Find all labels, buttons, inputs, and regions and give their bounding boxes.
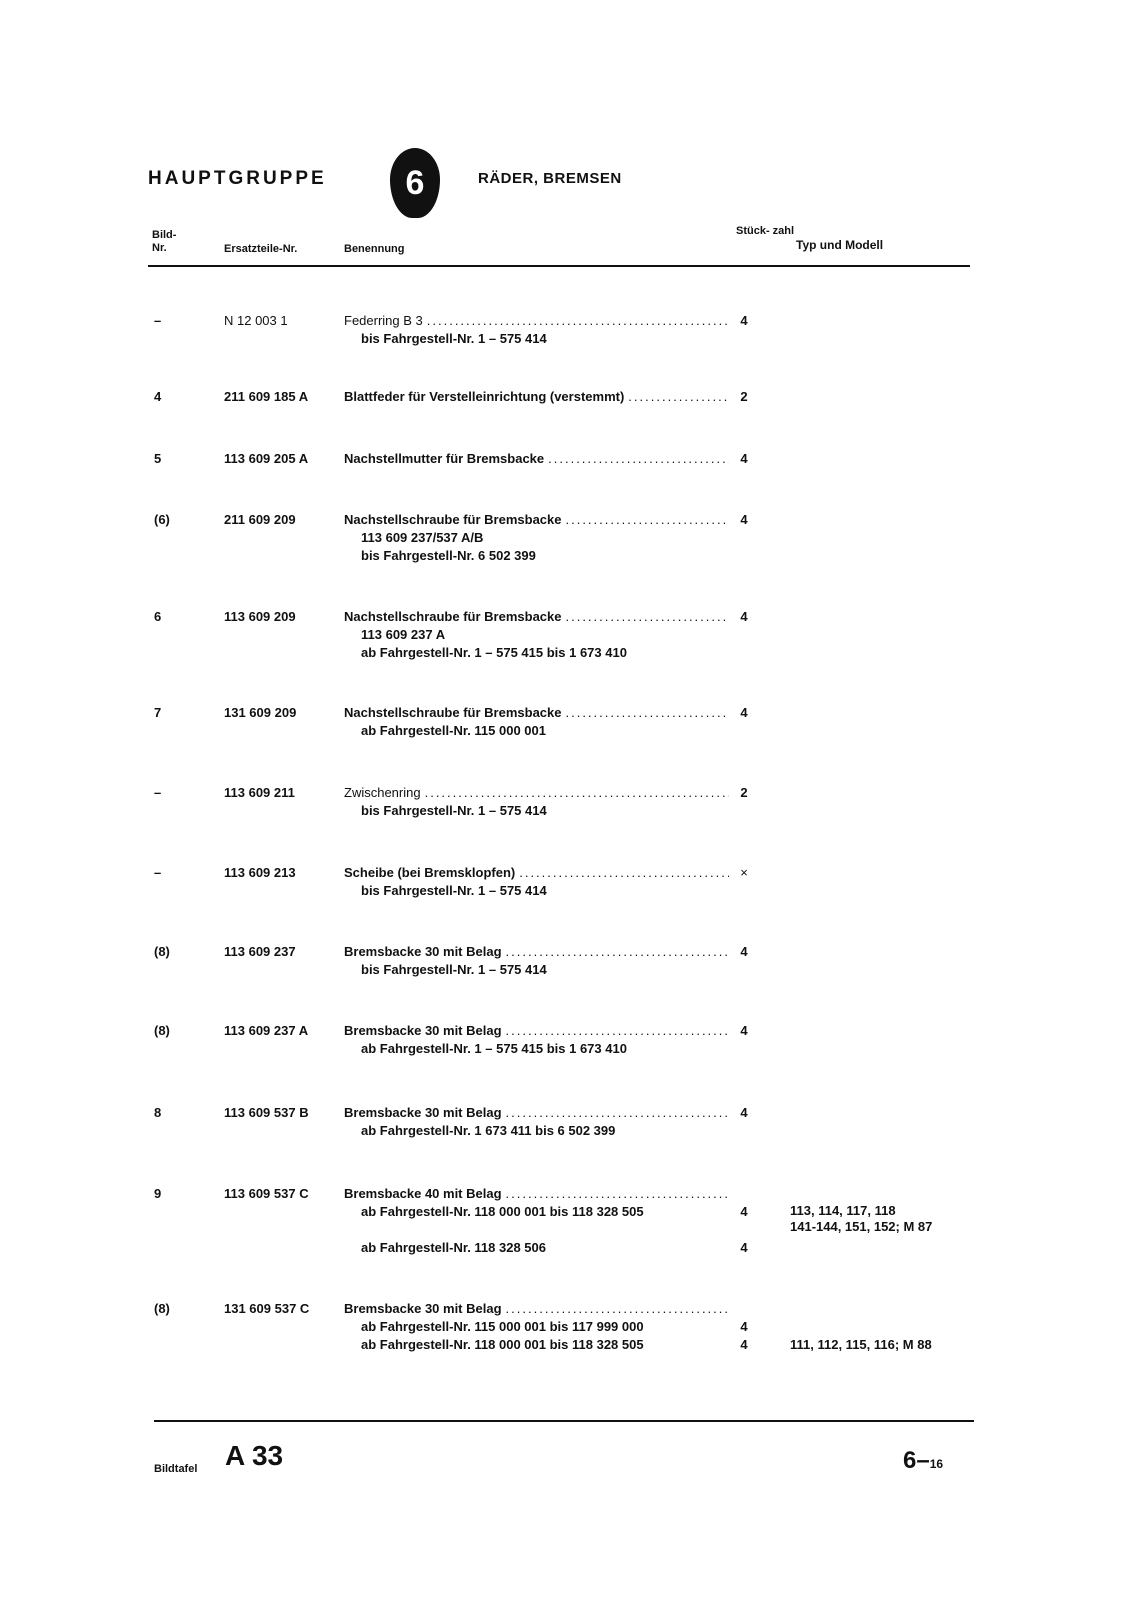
part-number: 211 609 185 A [224,389,309,404]
leader-dots [427,312,729,330]
description-text: Nachstellmutter für Bremsbacke [344,451,545,466]
part-number: 113 609 237 [224,944,296,959]
quantity: 4 [740,1105,748,1120]
leader-dots [565,511,729,529]
description-text: Nachstellschraube für Bremsbacke [344,512,562,527]
col-ersatzteile-nr: Ersatzteile-Nr. [224,243,298,255]
type-model: 111, 112, 115, 116; M 88 [790,1337,932,1352]
description [344,943,729,979]
part-number: N 12 003 1 [224,313,288,328]
part-number: 211 609 209 [224,512,296,527]
description-note: bis Fahrgestell-Nr. 1 – 575 414 [361,803,547,818]
quantity: 2 [740,785,748,800]
quantity: 2 [740,389,748,404]
description-text: Bremsbacke 40 mit Belag [344,1186,502,1201]
description-note: bis Fahrgestell-Nr. 1 – 575 414 [361,331,547,346]
description-text: Nachstellschraube für Bremsbacke [344,705,562,720]
description [344,608,729,662]
leader-dots [506,943,729,961]
type-model-line: 113, 114, 117, 118 [790,1203,896,1218]
leader-dots [506,1022,729,1040]
quantity: 4 [740,1337,748,1352]
hauptgruppe-title: HAUPTGRUPPE [148,168,327,189]
description [344,1185,729,1257]
description [344,704,729,740]
bild-nr: – [154,313,162,328]
footer-rule [154,1420,974,1422]
part-number: 113 609 205 A [224,451,309,466]
description-text: Bremsbacke 30 mit Belag [344,1023,502,1038]
bild-nr: 5 [154,451,162,466]
bild-nr: 7 [154,705,162,720]
description-note: ab Fahrgestell-Nr. 1 – 575 415 bis 1 673 410 [361,1041,627,1056]
bildtafel-number: A 33 [225,1440,284,1471]
description-text: Bremsbacke 30 mit Belag [344,1301,502,1316]
description-text: Nachstellschraube für Bremsbacke [344,609,562,624]
part-number: 113 609 237 A [224,1023,309,1038]
description [344,1022,729,1058]
leader-dots [506,1185,729,1203]
page-number [903,1447,943,1475]
bild-nr: (6) [154,512,170,527]
leader-dots [565,608,729,626]
part-number: 131 609 537 C [224,1301,310,1316]
description-text: Blattfeder für Verstelleinrichtung (verstemmt) [344,389,625,404]
page-main: 6 [903,1447,917,1474]
description [344,1300,729,1354]
part-number: 113 609 211 [224,785,295,800]
quantity: 4 [740,1204,748,1219]
description-note: bis Fahrgestell-Nr. 6 502 399 [361,548,536,563]
description-note: ab Fahrgestell-Nr. 115 000 001 [361,723,546,738]
part-number: 113 609 537 C [224,1186,309,1201]
bild-nr: 9 [154,1186,162,1201]
quantity: 4 [740,944,748,959]
quantity: 4 [740,1319,748,1334]
description-note: bis Fahrgestell-Nr. 1 – 575 414 [361,883,547,898]
description [344,1104,729,1140]
bild-nr: (8) [154,944,170,959]
part-number: 113 609 213 [224,865,296,880]
description-text: Scheibe (bei Bremsklopfen) [344,865,516,880]
description [344,450,729,468]
bild-nr: 6 [154,609,162,624]
description-note: ab Fahrgestell-Nr. 1 673 411 bis 6 502 399 [361,1123,616,1138]
leader-dots [548,450,729,468]
leader-dots [565,704,729,722]
description [344,312,729,348]
quantity: 4 [740,512,748,527]
bild-nr: – [154,785,162,800]
type-model-line: 141-144, 151, 152; M 87 [790,1219,933,1234]
part-number: 131 609 209 [224,705,297,720]
part-number: 113 609 209 [224,609,296,624]
section-title: RÄDER, BREMSEN [478,170,622,187]
type-model [790,1203,980,1235]
description [344,864,729,900]
leader-dots [519,864,729,882]
bild-nr: 4 [154,389,162,404]
quantity: 4 [740,451,748,466]
description [344,784,729,820]
col-benennung: Benennung [344,243,405,255]
page-separator: – [916,1447,930,1474]
description-note: ab Fahrgestell-Nr. 118 328 506 [361,1240,546,1255]
description [344,511,729,565]
leader-dots [425,784,729,802]
quantity: 4 [740,1240,748,1255]
bild-nr: – [154,865,162,880]
description-note: ab Fahrgestell-Nr. 118 000 001 bis 118 328 505 [361,1337,644,1352]
quantity: 4 [740,705,748,720]
description-note: ab Fahrgestell-Nr. 118 000 001 bis 118 328 505 [361,1204,644,1219]
description-note: 113 609 237/537 A/B [361,530,484,545]
group-number-badge: 6 [390,148,440,218]
description-text: Federring B 3 [344,313,423,328]
description-note: ab Fahrgestell-Nr. 1 – 575 415 bis 1 673 410 [361,645,627,660]
quantity: × [740,865,748,880]
leader-dots [628,388,729,406]
description-note: bis Fahrgestell-Nr. 1 – 575 414 [361,962,547,977]
leader-dots [506,1104,729,1122]
col-stueckzahl: Stück- zahl [736,225,795,237]
description-text: Bremsbacke 30 mit Belag [344,944,502,959]
description-text: Bremsbacke 30 mit Belag [344,1105,502,1120]
description-note: ab Fahrgestell-Nr. 115 000 001 bis 117 999 000 [361,1319,644,1334]
bild-nr: (8) [154,1023,170,1038]
bildtafel-label: Bildtafel [154,1463,198,1475]
page-sub: 16 [929,1457,944,1471]
description [344,388,729,406]
col-typ-und-modell: Typ und Modell [796,238,884,252]
part-number: 113 609 537 B [224,1105,309,1120]
description-note: 113 609 237 A [361,627,446,642]
description-text: Zwischenring [344,785,421,800]
bild-nr: (8) [154,1301,170,1316]
quantity: 4 [740,609,748,624]
leader-dots [506,1300,729,1318]
bild-nr: 8 [154,1105,162,1120]
quantity: 4 [740,313,748,328]
col-bild-nr: Bild- Nr. [152,229,177,254]
quantity: 4 [740,1023,748,1038]
